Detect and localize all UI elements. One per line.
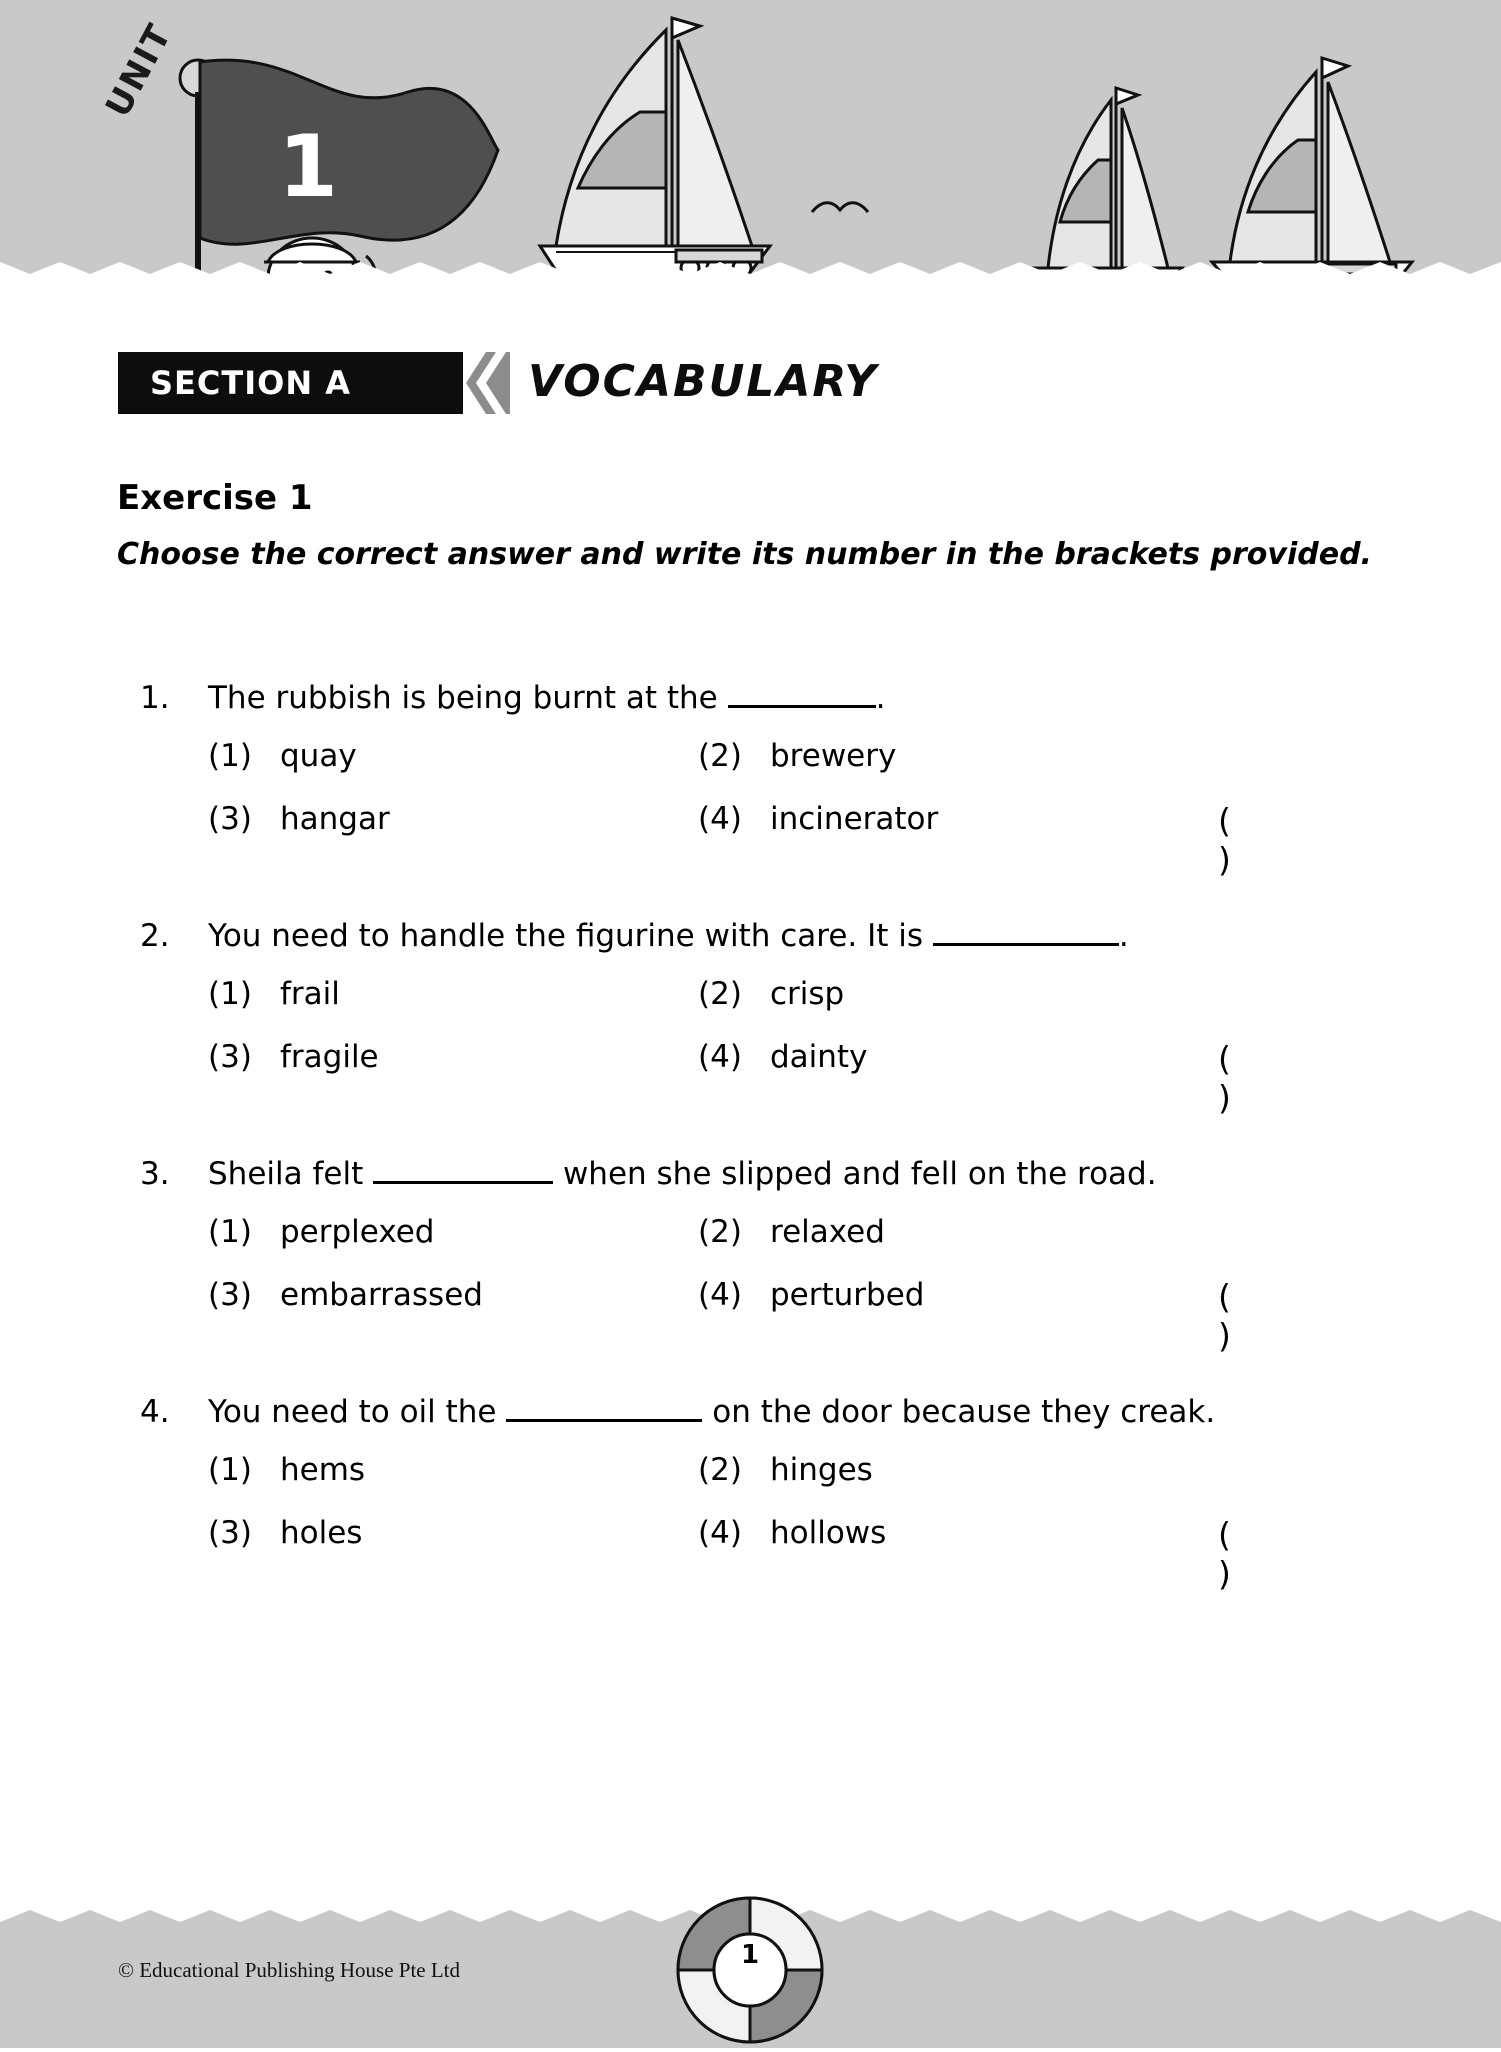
banner-illustration [0, 0, 1501, 280]
option-choice[interactable] [208, 1515, 362, 1551]
option-text: perturbed [770, 1277, 925, 1313]
option-number: (1) [208, 1214, 252, 1250]
copyright-notice: © Educational Publishing House Pte Ltd [118, 1958, 461, 1982]
option-number: (4) [698, 1277, 742, 1313]
option-number: (1) [208, 738, 252, 774]
chevron-left-icon [462, 352, 510, 414]
option-row [208, 801, 1388, 879]
option-row [208, 1515, 1388, 1593]
option-number: (3) [208, 1515, 252, 1551]
question-stem [208, 1156, 1157, 1192]
option-choice[interactable] [698, 1452, 873, 1488]
option-grid [208, 1452, 1388, 1593]
option-choice[interactable] [698, 801, 938, 837]
question-item [0, 1156, 1501, 1355]
question-number: 4. [140, 1394, 170, 1430]
option-text: hinges [770, 1452, 873, 1488]
option-number: (2) [698, 738, 742, 774]
option-number: (3) [208, 1277, 252, 1313]
option-choice[interactable] [208, 1452, 365, 1488]
option-choice[interactable] [698, 1515, 886, 1551]
option-row [208, 738, 1388, 801]
option-grid [208, 1214, 1388, 1355]
answer-brackets[interactable]: ( ) [1218, 1039, 1319, 1117]
question-item [0, 918, 1501, 1117]
question-item [0, 1394, 1501, 1593]
option-number: (1) [208, 976, 252, 1012]
wave-divider-top [0, 262, 1501, 280]
option-grid [208, 976, 1388, 1117]
option-choice[interactable] [208, 738, 357, 774]
option-number: (3) [208, 1039, 252, 1075]
answer-blank[interactable] [933, 921, 1119, 946]
option-number: (1) [208, 1452, 252, 1488]
option-number: (2) [698, 1214, 742, 1250]
option-row [208, 1214, 1388, 1277]
section-title: VOCABULARY [528, 356, 879, 407]
option-choice[interactable] [208, 1039, 379, 1075]
question-stem [208, 1394, 1215, 1430]
option-text: holes [280, 1515, 363, 1551]
answer-brackets[interactable]: ( ) [1218, 1277, 1319, 1355]
option-text: hollows [770, 1515, 887, 1551]
option-number: (4) [698, 1039, 742, 1075]
option-row [208, 1039, 1388, 1117]
answer-blank[interactable] [373, 1159, 553, 1184]
question-stem [208, 680, 885, 716]
option-text: frail [280, 976, 340, 1012]
option-choice[interactable] [208, 1214, 434, 1250]
section-bar-label: SECTION A [150, 364, 352, 402]
option-text: hems [280, 1452, 366, 1488]
option-choice[interactable] [208, 1277, 483, 1313]
question-stem-after: on the door because they creak. [702, 1394, 1216, 1430]
top-banner-decoration [0, 0, 1501, 280]
question-stem-before: Sheila felt [208, 1156, 374, 1192]
answer-blank[interactable] [506, 1397, 702, 1422]
option-text: relaxed [770, 1214, 885, 1250]
question-stem-before: You need to oil the [208, 1394, 507, 1430]
question-stem-after: . [1118, 918, 1129, 954]
option-text: brewery [770, 738, 897, 774]
answer-blank[interactable] [728, 683, 876, 708]
option-row [208, 1277, 1388, 1355]
option-number: (4) [698, 801, 742, 837]
option-text: embarrassed [280, 1277, 483, 1313]
option-number: (3) [208, 801, 252, 837]
option-choice[interactable] [208, 801, 390, 837]
option-choice[interactable] [698, 1039, 867, 1075]
answer-brackets[interactable]: ( ) [1218, 801, 1319, 879]
option-choice[interactable] [698, 1277, 924, 1313]
page-number: 1 [740, 1940, 760, 1970]
option-text: crisp [770, 976, 845, 1012]
question-list [0, 680, 1501, 1632]
option-number: (2) [698, 1452, 742, 1488]
question-number: 3. [140, 1156, 170, 1192]
option-text: incinerator [770, 801, 939, 837]
question-item [0, 680, 1501, 879]
option-choice[interactable] [698, 738, 896, 774]
option-row [208, 1452, 1388, 1515]
question-stem-after: . [875, 680, 886, 716]
question-stem-after: when she slipped and fell on the road. [553, 1156, 1157, 1192]
option-number: (2) [698, 976, 742, 1012]
question-number: 2. [140, 918, 170, 954]
unit-label: UNIT [98, 16, 181, 124]
option-row [208, 976, 1388, 1039]
option-grid [208, 738, 1388, 879]
exercise-instruction: Choose the correct answer and write its number in the brackets provided. [117, 537, 1372, 572]
question-stem [208, 918, 1129, 954]
exercise-title: Exercise 1 [117, 478, 313, 518]
option-text: perplexed [280, 1214, 435, 1250]
answer-brackets[interactable]: ( ) [1218, 1515, 1319, 1593]
option-number: (4) [698, 1515, 742, 1551]
option-text: quay [280, 738, 357, 774]
option-choice[interactable] [698, 1214, 885, 1250]
question-stem-before: The rubbish is being burnt at the [208, 680, 728, 716]
svg-text:1: 1 [278, 117, 338, 217]
option-choice[interactable] [208, 976, 340, 1012]
option-text: fragile [280, 1039, 379, 1075]
option-text: hangar [280, 801, 390, 837]
option-choice[interactable] [698, 976, 844, 1012]
question-number: 1. [140, 680, 170, 716]
option-text: dainty [770, 1039, 868, 1075]
question-stem-before: You need to handle the figurine with care. It is [208, 918, 933, 954]
